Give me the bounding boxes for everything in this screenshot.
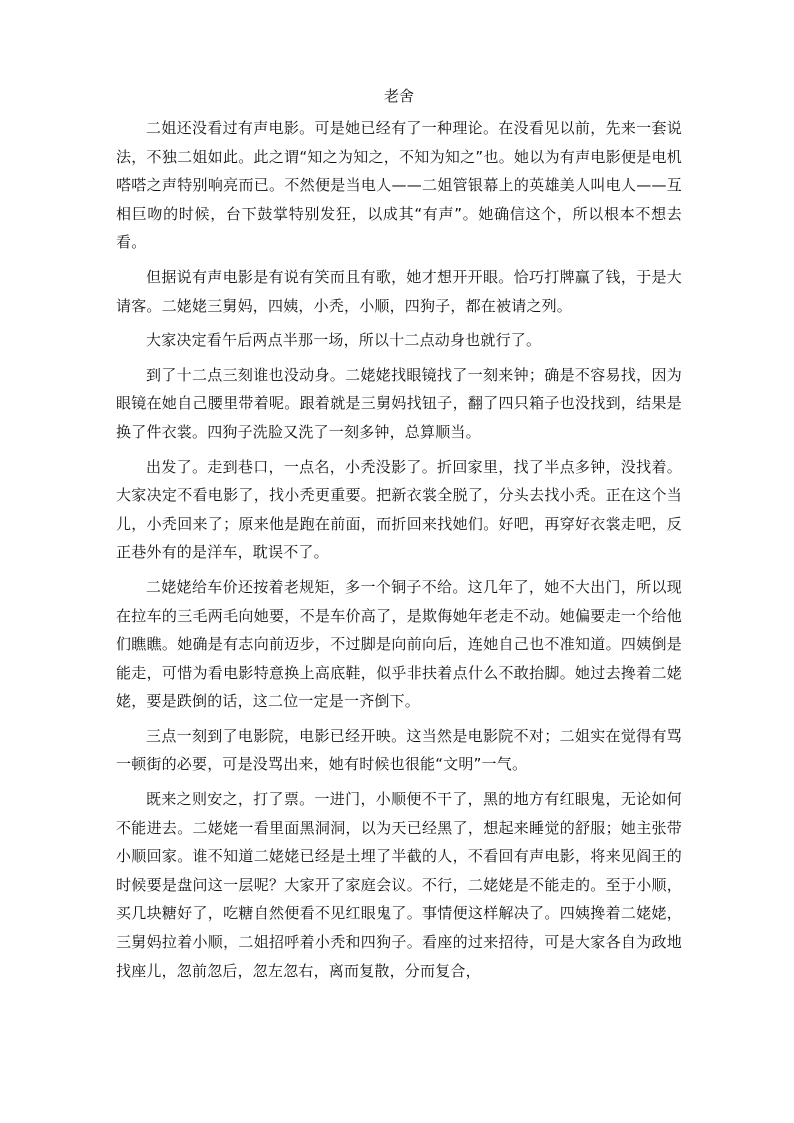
document-title: 老舍 bbox=[383, 87, 414, 105]
paragraph-2: 但据说有声电影是有说有笑而且有歌，她才想开开眼。恰巧打牌赢了钱，于是大请客。二姥姥三舅妈，四姨，小秃，小顺，四狗子，都在被请之列。 bbox=[116, 267, 682, 315]
paragraph-4: 到了十二点三刻谁也没动身。二姥姥找眼镜找了一刻来钟；确是不容易找，因为眼镜在她自己腰里带着呢。跟着就是三舅妈找钮子，翻了四只箱子也没找到，结果是换了件衣裳。四狗子洗脸又洗了一刻多钟，总算顺当。 bbox=[116, 365, 682, 441]
paragraph-8: 既来之则安之，打了票。一进门，小顺便不干了，黑的地方有红眼鬼，无论如何不能进去。二姥姥一看里面黑洞洞，以为天已经黑了，想起来睡觉的舒服；她主张带小顺回家。谁不知道二姥姥已经是土埋了半截的人，不看回有声电影，将来见阎王的时候要是盘问这一层呢？大家开了家庭会议。不行，二姥姥是不能走的。至于小顺，买几块糖好了，吃糖自然便看不见红眼鬼了。事情便这样解决了。四姨搀着二姥姥，三舅妈拉着小顺，二姐招呼着小秃和四狗子。看座的过来招待，可是大家各自为政地找座儿，忽前忽后，忽左忽右，离而复散，分而复合， bbox=[116, 790, 682, 980]
paragraph-5: 出发了。走到巷口，一点名，小秃没影了。折回家里，找了半点多钟，没找着。大家决定不看电影了，找小秃更重要。把新衣裳全脱了，分头去找小秃。正在这个当儿，小秃回来了；原来他是跑在前面，而折回来找她们。好吧，再穿好衣裳走吧，反正巷外有的是洋车，耽误不了。 bbox=[116, 457, 682, 562]
paragraph-6: 二姥姥给车价还按着老规矩，多一个铜子不给。这几年了，她不大出门，所以现在拉车的三毛两毛向她要，不是车价高了，是欺侮她年老走不动。她偏要走一个给他们瞧瞧。她确是有志向前迈步，不过脚是向前向后，连她自己也不准知道。四姨倒是能走，可惜为看电影特意换上高底鞋，似乎非扶着点什么不敢抬脚。她过去搀着二姥姥，要是跌倒的话，这二位一定是一齐倒下。 bbox=[116, 577, 682, 711]
paragraph-1: 二姐还没看过有声电影。可是她已经有了一种理论。在没看见以前，先来一套说法，不独二姐如此。此之谓“知之为知之，不知为知之”也。她以为有声电影便是电机嗒嗒之声特别响亮而已。不然便是当电人——二姐管银幕上的英雄美人叫电人——互相巨吻的时候，台下鼓掌特别发狂，以成其“有声”。她确信这个，所以根本不想去看。 bbox=[116, 119, 682, 252]
paragraph-3: 大家决定看午后两点半那一场，所以十二点动身也就行了。 bbox=[146, 331, 542, 350]
document-page bbox=[116, 86, 682, 991]
paragraph-7: 三点一刻到了电影院，电影已经开映。这当然是电影院不对；二姐实在觉得有骂一顿街的必要，可是没骂出来，她有时候也很能“文明”一气。 bbox=[116, 726, 682, 774]
